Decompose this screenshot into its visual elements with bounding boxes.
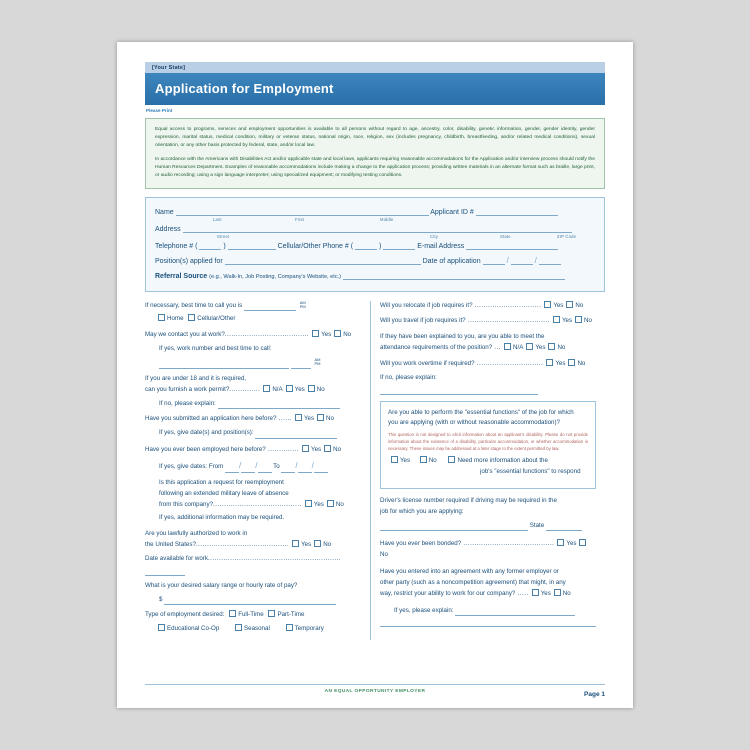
employment-type-options-2 xyxy=(155,624,361,635)
essential-functions-line2: you are applying (with or without reasonable accommodation)? xyxy=(388,419,560,427)
work-authorization-dots: .......................................... xyxy=(195,541,290,549)
call-location-options xyxy=(155,314,361,325)
part-time-label: Part-Time xyxy=(277,611,305,619)
name-input[interactable] xyxy=(176,206,429,216)
date-day-input[interactable] xyxy=(511,255,533,265)
essential-functions-line1: Are you able to perform the "essential functions" of the job for which xyxy=(388,408,574,416)
work-permit-yes[interactable] xyxy=(286,385,293,392)
noncompete-question xyxy=(380,567,596,600)
cellular-area-input[interactable] xyxy=(355,240,377,250)
drivers-license-state-input[interactable] xyxy=(546,522,582,531)
work-authorization-yes[interactable] xyxy=(292,540,299,547)
drivers-license-question xyxy=(380,496,596,518)
noncompete-explain-row xyxy=(380,606,596,628)
previous-employment-to-label: To xyxy=(273,462,280,470)
attendance-na[interactable] xyxy=(504,343,511,350)
phone-row xyxy=(155,240,595,253)
questions-left-column xyxy=(145,301,361,640)
address-sub-street: Street xyxy=(217,233,230,239)
relocate-question xyxy=(380,301,596,312)
contact-at-work-label: May we contact you at work? xyxy=(145,331,225,339)
bonded-dots: ......................................... xyxy=(461,540,555,548)
previous-employment-yes-label: Yes xyxy=(311,446,322,454)
home-checkbox[interactable] xyxy=(158,314,165,321)
bonded-yes[interactable] xyxy=(557,539,564,546)
telephone-label: Telephone # ( xyxy=(155,242,198,250)
relocate-yes[interactable] xyxy=(544,301,551,308)
footer-divider xyxy=(145,684,605,685)
work-permit-line2: can you furnish a work permit? xyxy=(145,385,230,393)
work-permit-question xyxy=(145,374,361,396)
essential-functions-question xyxy=(388,408,588,430)
position-input[interactable] xyxy=(225,255,421,265)
applicant-id-label: Applicant ID # xyxy=(430,208,474,216)
name-sub-last: Last xyxy=(213,216,222,222)
reemployment-line1: Is this application a request for reemployment xyxy=(159,478,284,486)
overtime-question xyxy=(380,359,596,370)
travel-dots: ..................................... xyxy=(465,317,550,325)
overtime-explain-row xyxy=(380,373,596,395)
previous-application-yes-label: Yes xyxy=(303,415,315,423)
work-authorization-question xyxy=(145,529,361,551)
previous-application-dots: ...... xyxy=(276,415,292,423)
to-slash-2: / xyxy=(311,460,314,470)
applicant-id-input[interactable] xyxy=(476,206,558,216)
from-slash-1: / xyxy=(239,460,242,470)
work-number-label: If yes, work number and best time to call: xyxy=(159,345,272,353)
previous-employment-question xyxy=(145,445,361,456)
essential-functions-box xyxy=(380,401,596,489)
reemployment-note xyxy=(159,513,361,524)
pm-label: PM xyxy=(299,303,306,309)
previous-employment-no[interactable] xyxy=(324,445,331,452)
referral-source-hint: (e.g., Walk-In, Job Posting, Company's Website, etc.) xyxy=(209,273,342,280)
relocate-no[interactable] xyxy=(566,301,573,308)
work-permit-na-label: N/A xyxy=(272,385,283,393)
drivers-license-line2: job for which you are applying: xyxy=(380,507,464,515)
drivers-license-line1: Driver's license number required if driving may be required in the xyxy=(380,496,557,504)
previous-employment-no-label: No xyxy=(333,446,342,454)
relocate-yes-label: Yes xyxy=(553,301,564,309)
previous-application-no-label: No xyxy=(326,415,334,423)
bonded-question xyxy=(380,539,596,561)
noncompete-no[interactable] xyxy=(554,589,561,596)
full-time-label: Full-Time xyxy=(238,611,264,619)
work-permit-explain-row xyxy=(159,399,361,410)
essential-functions-more-info[interactable] xyxy=(448,456,455,463)
previous-application-no[interactable] xyxy=(317,414,324,421)
best-time-to-call-question xyxy=(145,301,361,312)
essential-functions-answers xyxy=(388,456,588,478)
bonded-no-label: No xyxy=(380,551,388,559)
part-time-checkbox[interactable] xyxy=(268,610,275,617)
work-authorization-line2: the United States? xyxy=(145,541,196,549)
essential-functions-yes-label: Yes xyxy=(400,457,411,465)
contact-at-work-yes-label: Yes xyxy=(321,331,332,339)
to-slash-1: / xyxy=(295,460,298,470)
noncompete-line2: other party (such as a noncompetition agreement) that might, in any xyxy=(380,578,566,586)
cellular-checkbox[interactable] xyxy=(188,314,195,321)
work-number-time-input[interactable] xyxy=(291,360,311,369)
drivers-license-number-input[interactable] xyxy=(380,522,528,531)
overtime-dots: .............................. xyxy=(474,360,544,367)
attendance-dots: ... xyxy=(492,344,502,352)
equal-access-statement xyxy=(145,118,605,189)
essential-functions-more-info-label-1: Need more information about the xyxy=(457,457,548,465)
from-day-input[interactable] xyxy=(241,464,255,473)
educational-coop-label: Educational Co-Op xyxy=(167,625,220,633)
work-authorization-no-label: No xyxy=(323,541,332,549)
best-time-label: If necessary, best time to call you is xyxy=(145,301,243,309)
previous-application-detail-input[interactable] xyxy=(255,430,337,439)
address-row xyxy=(155,223,595,238)
position-row xyxy=(155,255,595,268)
salary-input[interactable] xyxy=(164,596,336,605)
previous-employment-dots: .............. xyxy=(265,446,300,454)
work-authorization-yes-label: Yes xyxy=(301,541,312,549)
telephone-area-input[interactable] xyxy=(199,240,221,250)
relocate-no-label: No xyxy=(575,301,584,309)
best-time-input[interactable] xyxy=(244,302,296,311)
date-available-label: Date available for work xyxy=(145,554,208,562)
previous-application-label: Have you submitted an application here before? xyxy=(145,415,277,423)
seasonal-checkbox[interactable] xyxy=(235,624,242,631)
attendance-no-label: No xyxy=(557,344,566,352)
name-label: Name xyxy=(155,208,174,216)
position-label: Position(s) applied for xyxy=(155,257,223,265)
to-year-input[interactable] xyxy=(314,464,328,473)
reemployment-question xyxy=(159,478,361,511)
date-available-question xyxy=(145,554,361,576)
temporary-label: Temporary xyxy=(294,625,324,633)
noncompete-no-label: No xyxy=(562,589,571,597)
attendance-yes[interactable] xyxy=(526,343,533,350)
travel-yes-label: Yes xyxy=(561,317,573,325)
work-authorization-line1: Are you lawfully authorized to work in xyxy=(145,530,248,538)
overtime-yes[interactable] xyxy=(546,359,553,366)
to-day-input[interactable] xyxy=(298,464,312,473)
noncompete-yes[interactable] xyxy=(532,589,539,596)
referral-source-label: Referral Source xyxy=(155,272,208,280)
column-divider xyxy=(370,301,371,640)
referral-source-input[interactable] xyxy=(343,270,565,280)
telephone-input[interactable] xyxy=(228,240,276,250)
reemployment-no-label: No xyxy=(335,500,344,508)
seasonal-label: Seasonal xyxy=(244,625,270,633)
full-time-checkbox[interactable] xyxy=(229,610,236,617)
salary-input-row xyxy=(159,595,361,606)
contact-at-work-no[interactable] xyxy=(334,330,341,337)
address-input[interactable] xyxy=(183,223,572,233)
address-sub-state: State xyxy=(500,233,511,239)
name-sub-first: First xyxy=(295,216,305,222)
date-slash-1: / xyxy=(506,255,509,265)
work-am-label: AM xyxy=(314,357,321,363)
attendance-line2: attendance requirements of the position? xyxy=(380,344,493,352)
reemployment-line2: following an extended military leave of absence xyxy=(159,489,289,497)
noncompete-explain-input-2[interactable] xyxy=(380,617,596,627)
page-title: Application for Employment xyxy=(145,73,605,105)
reemployment-note-label: If yes, additional information may be required. xyxy=(159,514,285,522)
work-permit-explain-input[interactable] xyxy=(218,400,340,409)
work-permit-no[interactable] xyxy=(308,385,315,392)
attendance-question xyxy=(380,332,596,354)
work-permit-no-label: No xyxy=(316,385,325,393)
cellular-paren-close: ) xyxy=(378,242,382,250)
employment-type-question xyxy=(145,610,361,621)
travel-no[interactable] xyxy=(575,316,582,323)
page-content xyxy=(145,62,605,640)
overtime-label: Will you work overtime if required? xyxy=(380,360,475,367)
noncompete-explain-input[interactable] xyxy=(455,607,575,616)
date-available-input[interactable] xyxy=(145,567,185,576)
work-am-pm-marker xyxy=(314,358,320,366)
am-label: AM xyxy=(299,299,306,305)
attendance-line1: If they have been explained to you, are you able to meet the xyxy=(380,333,545,341)
date-month-input[interactable] xyxy=(483,255,505,265)
work-permit-yes-label: Yes xyxy=(294,385,305,393)
overtime-explain-input[interactable] xyxy=(380,386,538,395)
reemployment-line3: from this company? xyxy=(159,500,213,508)
footer-text: AN EQUAL OPPORTUNITY EMPLOYER xyxy=(324,689,426,694)
essential-functions-no[interactable] xyxy=(420,456,427,463)
salary-label: What is your desired salary range or hourly rate of pay? xyxy=(145,581,298,589)
travel-no-label: No xyxy=(584,317,592,325)
reemployment-yes-label: Yes xyxy=(313,500,324,508)
questions-section xyxy=(145,301,605,640)
noncompete-dots: ..... xyxy=(515,589,529,597)
previous-employment-label: Have you ever been employed here before? xyxy=(145,446,266,454)
essential-functions-no-label: No xyxy=(428,457,437,465)
from-year-input[interactable] xyxy=(258,464,272,473)
page-number: Page 1 xyxy=(584,691,605,698)
overtime-no[interactable] xyxy=(568,359,575,366)
reemployment-no[interactable] xyxy=(327,500,334,507)
previous-employment-yes[interactable] xyxy=(302,445,309,452)
contact-at-work-question xyxy=(145,330,361,341)
overtime-no-label: No xyxy=(577,360,586,367)
page-footer xyxy=(145,684,605,698)
drivers-license-state-label: State xyxy=(529,521,545,529)
contact-at-work-yes[interactable] xyxy=(312,330,319,337)
work-number-subquestion xyxy=(159,344,361,355)
temporary-checkbox[interactable] xyxy=(286,624,293,631)
essential-functions-yes[interactable] xyxy=(391,456,398,463)
applicant-contact-section xyxy=(145,197,605,292)
attendance-no[interactable] xyxy=(548,343,555,350)
address-sub-zip: ZIP Code xyxy=(557,233,577,239)
drivers-license-input-row xyxy=(380,521,596,532)
previous-application-question xyxy=(145,414,361,425)
work-authorization-no[interactable] xyxy=(314,540,321,547)
previous-employment-dates-label: If yes, give dates: From xyxy=(159,462,224,470)
address-label: Address xyxy=(155,225,181,233)
travel-question xyxy=(380,316,596,327)
referral-row xyxy=(155,270,595,282)
work-permit-dots: .............. xyxy=(229,385,261,393)
attendance-yes-label: Yes xyxy=(535,344,546,352)
employment-type-label: Type of employment desired: xyxy=(145,611,225,619)
from-month-input[interactable] xyxy=(225,464,239,473)
please-print-note: Please Print xyxy=(146,108,173,113)
attendance-na-label: N/A xyxy=(513,344,524,352)
work-permit-explain-label: If no, please explain: xyxy=(159,399,216,407)
bonded-yes-label: Yes xyxy=(566,540,577,548)
relocate-dots: .............................. xyxy=(472,301,542,309)
email-input[interactable] xyxy=(466,240,558,250)
name-row xyxy=(155,206,595,221)
educational-coop-checkbox[interactable] xyxy=(158,624,165,631)
work-permit-na[interactable] xyxy=(263,385,270,392)
date-slash-2: / xyxy=(534,255,537,265)
date-available-dots: ............................................................ xyxy=(207,554,342,562)
telephone-paren-close: ) xyxy=(223,242,226,250)
essential-functions-disclaimer: This question is not designed to elicit information about an applicant's disability. Please do not provide information about the existence of a disability, particular accommodation, or whether accommodation is necessary. These issues may be addressed at a later stage to the extent permitted by law. xyxy=(388,432,588,451)
bonded-label: Have you ever been bonded? xyxy=(380,540,462,548)
questions-right-column xyxy=(380,301,596,640)
salary-question xyxy=(145,581,361,592)
date-of-application-label: Date of application xyxy=(422,257,481,265)
previous-application-detail-label: If yes, give date(s) and position(s): xyxy=(159,429,254,437)
to-month-input[interactable] xyxy=(281,464,295,473)
cellular-input[interactable] xyxy=(383,240,415,250)
previous-application-yes[interactable] xyxy=(295,414,302,421)
address-sub-city: City xyxy=(430,233,439,239)
name-sub-middle: Middle xyxy=(380,216,394,222)
bonded-no[interactable] xyxy=(579,539,586,546)
work-number-input-row xyxy=(159,358,361,369)
noncompete-yes-label: Yes xyxy=(540,589,551,597)
am-pm-marker xyxy=(300,301,306,309)
travel-label: Will you travel if job requires it? xyxy=(380,317,466,325)
travel-yes[interactable] xyxy=(553,316,560,323)
work-permit-line1: If you are under 18 and it is required, xyxy=(145,374,247,382)
essential-functions-more-info-label-2: job's "essential functions" to respond xyxy=(480,468,581,476)
reemployment-yes[interactable] xyxy=(305,500,312,507)
eeo-paragraph-1: Equal access to programs, services and employment opportunities is available to all persons without regard to age, ancestry, color, disability, genetic information, gender, gender identity, gender expression, marital status, medical condition, military or veteran status, national origin, race, religion, sex (includes pregnancy, childbirth, breastfeeding, and/or related medical conditions), sexual orientation, or any other basis protected by federal, state, and/or local law. xyxy=(155,127,595,148)
email-label: E-mail Address xyxy=(417,242,465,250)
work-number-input[interactable] xyxy=(159,360,289,369)
relocate-label: Will you relocate if job requires it? xyxy=(380,301,473,309)
cellular-option-label: Cellular/Other xyxy=(197,315,236,323)
cellular-label: Cellular/Other Phone # ( xyxy=(277,242,354,250)
document-page xyxy=(117,42,633,708)
noncompete-explain-label: If yes, please explain: xyxy=(394,606,454,614)
date-year-input[interactable] xyxy=(539,255,561,265)
state-bar: [Your State] xyxy=(145,62,605,73)
overtime-yes-label: Yes xyxy=(555,360,566,367)
eeo-paragraph-2: In accordance with the Americans with Disabilities Act and/or applicable state and local laws, applicants requiring reasonable accommodations for the Application and/or interview process should notify the Human Resources Department. Examples of reasonable accommodations include making a change to the application process; providing written materials in an alternate format such as braille, large print, or audio recording; using a sign language interpreter; using specialized equipment; or modifying testing conditions. xyxy=(155,156,595,178)
home-label: Home xyxy=(167,315,184,323)
from-slash-2: / xyxy=(255,460,258,470)
overtime-explain-label: If no, please explain: xyxy=(380,373,437,381)
reemployment-dots: ........................................ xyxy=(213,500,302,508)
work-pm-label: PM xyxy=(314,361,321,367)
contact-at-work-dots: ...................................... xyxy=(224,331,310,339)
previous-employment-dates-row xyxy=(159,459,361,473)
previous-application-detail-row xyxy=(159,428,361,439)
noncompete-line3: way, restrict your ability to work for our company? xyxy=(380,589,516,597)
noncompete-line1: Have you entered into an agreement with any former employer or xyxy=(380,568,559,576)
contact-at-work-no-label: No xyxy=(343,331,352,339)
salary-dollar-sign: $ xyxy=(159,595,163,603)
